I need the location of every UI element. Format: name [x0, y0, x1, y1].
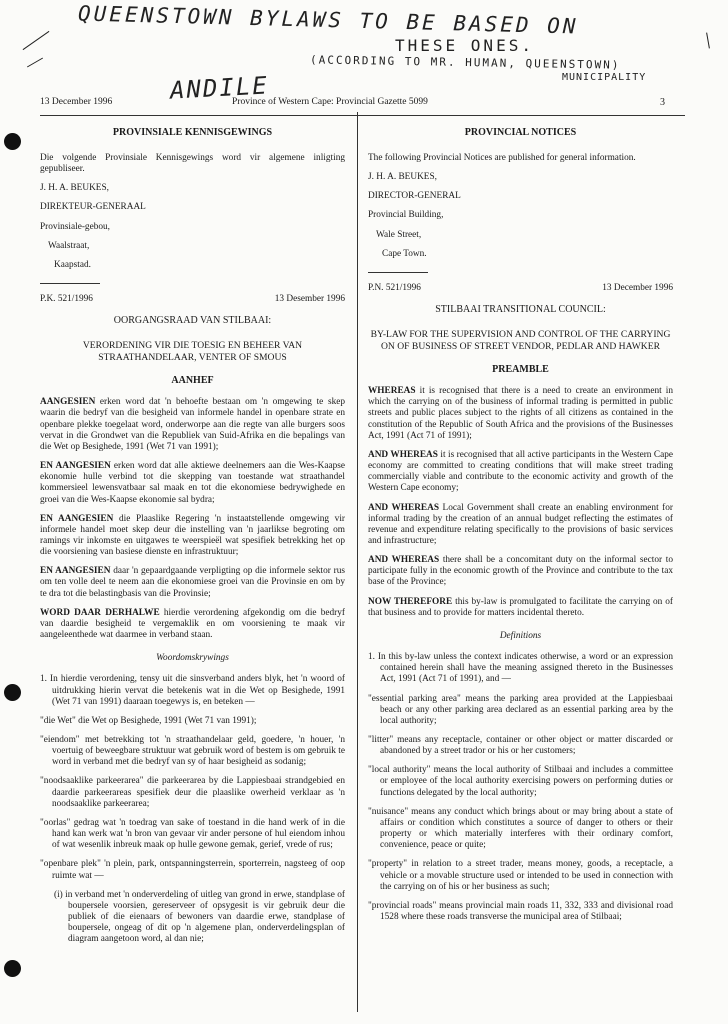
pen-stroke — [23, 31, 50, 50]
handwritten-note-line3: (ACCORDING TO MR. HUMAN, QUEENSTOWN) — [309, 53, 621, 72]
right-definitions-heading: Definitions — [499, 630, 542, 641]
punch-hole — [4, 960, 21, 977]
left-notice-date: 13 Desember 1996 — [274, 294, 345, 305]
handwritten-note-line2: THESE ONES. — [395, 36, 534, 55]
left-definition-4: "noodsaaklike parkeerarea" die parkeerarea by die Lappiesbaai strandgebied en daardie parkeerareas spesifiek deur die plaaslike owerheid verklaar as 'n noodsaaklike parkeerarea; — [40, 776, 345, 809]
right-intro: The following Provincial Notices are published for general information. — [368, 153, 636, 163]
left-definition-3: "eiendom" met betrekking tot 'n straathandelaar geld, goedere, 'n houer, 'n voertuig of beweegbare struktuur wat gebruik word of bestem is om gebruik te word in verband met die bedryf van sy of haar besigheid as sodanig; — [40, 735, 345, 768]
pen-stroke — [27, 58, 43, 68]
right-definition-1: 1. In this by-law unless the context indicates otherwise, a word or an expression contained herein shall have the meaning assigned thereto in the Businesses Act, 1991 (Act 71 of 1991), and — — [368, 652, 673, 685]
pen-stroke — [706, 33, 710, 49]
column-divider — [357, 112, 358, 1012]
left-preamble-5: WORD DAAR DERHALWE hierdie verordening afgekondig om die bedryf van daardie besigheid te vergemaklik en om voorsiening te maak vir aangeleenthede wat daarmee in verband staan. — [40, 607, 346, 641]
left-bylaw-title: VERORDENING VIR DIE TOESIG EN BEHEER VAN STRAATHANDELAAR, VENTER OF SMOUS — [82, 340, 303, 363]
left-definition-6: "openbare plek" 'n plein, park, ontspanningsterrein, sporterrein, nagsteeg of oop ruimte wat — — [40, 859, 345, 881]
right-preamble-5: NOW THEREFORE this by-law is promulgated to facilitate the carrying on of that business and to provide for matters incidental thereto. — [368, 596, 673, 618]
right-notice-number: P.N. 521/1996 — [368, 282, 421, 293]
left-preamble-4: EN AANGESIEN daar 'n gepaardgaande verpligting op die informele sektor rus om ten volle deel te neem aan die ekonomiese groei van die Provinsie en om by te dra tot die belastingbasis van die Provinsie; — [40, 566, 345, 599]
left-preamble-2: EN AANGESIEN erken word dat alle aktiewe deelnemers aan die Wes-Kaapse ekonomie hulle verbind tot die skepping van toestande wat straathandel kommersieel lewensvatbaar sal maak en tot die ekonomiese bedrywighede en groei van die Wes-Kaapse ekonomie sal bydra; — [40, 461, 345, 505]
left-short-rule — [40, 283, 100, 284]
punch-hole — [4, 133, 21, 150]
right-preamble-1: WHEREAS it is recognised that there is a need to create an environment in which the carrying on of the business of informal trading is permitted in public streets and public places subject to the rights of all citizens as contained in the constitution of the Republic of South Africa and the provisions of the Businesses Act, 1991 (Act 71 of 1991); — [368, 386, 673, 441]
left-definitions-heading: Woordomskrywings — [156, 653, 229, 664]
right-address-3: Cape Town. — [382, 248, 427, 259]
left-preamble-heading: AANHEF — [171, 375, 214, 387]
right-preamble-3: AND WHEREAS Local Government shall create an enabling environment for informal trading by the creation of an annual budget reflecting the estimates of revenue and expenditure relating specifically to the provisions of basic services and infrastructure; — [368, 502, 674, 546]
right-definition-2: "essential parking area" means the parking area provided at the Lappiesbaai beach or any other parking area declared as an essential parking area by the local authority; — [368, 693, 673, 726]
left-title: PROVINSIALE KENNISGEWINGS — [112, 127, 273, 138]
left-council: OORGANGSRAAD VAN STILBAAI: — [113, 315, 272, 327]
left-definition-7: (i) in verband met 'n onderverdeling of uitleg van grond in erwe, standplase of boupersele voorsien, gereserveer of opsygesit is vir gebruik deur die publiek of die eienaars of bewoners van daardie erwe, standplase of boupersele, ongeag of dit op 'n algemene plan, onderverdelingsplan of diagram aangetoon word, al dan nie; — [54, 889, 345, 945]
right-notice-date: 13 December 1996 — [602, 282, 673, 293]
left-preamble-1: AANGESIEN erken word dat 'n behoefte bestaan om 'n omgewing te skep waarin die bedryf van die besigheid van informele handel in openbare strate en openbare plekke toegelaat word, onderworpe aan die regte van alle burgers soos vervat in die Grondwet van die Republiek van Suid-Afrika en die bepalings van die Wet op Besighede, 1991 (Wet 71 van 1991); — [40, 397, 345, 452]
left-address-1: Provinsiale-gebou, — [40, 221, 110, 232]
left-address-2: Waalstraat, — [48, 240, 90, 251]
punch-hole — [4, 684, 21, 701]
right-definition-7: "provincial roads" means provincial main roads 11, 332, 333 and divisional road 1528 where these roads transverse the municipal area of Stilbaai; — [368, 900, 673, 923]
handwritten-note-line4: MUNICIPALITY — [562, 72, 647, 83]
right-definition-4: "local authority" means the local authority of Stilbaai and includes a committee or employee of the local authority exercising powers on performing duties or functions delegated by the local authority; — [368, 765, 673, 798]
right-definition-3: "litter" means any receptacle, container or other object or matter discarded or abandoned by a street trador or his or her customers; — [368, 735, 673, 757]
left-signatory-name: J. H. A. BEUKES, — [40, 183, 109, 194]
right-address-1: Provincial Building, — [368, 210, 444, 221]
page-number: 3 — [660, 97, 665, 108]
right-title: PROVINCIAL NOTICES — [464, 127, 577, 138]
right-notice-row — [368, 283, 673, 294]
left-preamble-3: EN AANGESIEN die Plaaslike Regering 'n instaatstellende omgewing vir informele handel moet skep deur die instelling van 'n jaarlikse begroting om ramings vir inkomste en uitgawes te weerspieël wat spesifiek betrekking het op die voorsiening van basiese dienste en infrastruktuur; — [40, 513, 345, 558]
header-rule — [40, 115, 685, 116]
left-address-3: Kaapstad. — [54, 259, 91, 270]
right-preamble-2: AND WHEREAS it is recognised that all active participants in the Western Cape economy are committed to creating conditions that will make street trading commercially viable and contribute to the economic activity and growth of the Western Cape economy; — [368, 449, 673, 494]
left-column — [40, 122, 345, 954]
right-preamble-4: AND WHEREAS there shall be a concomitant duty on the informal sector to participate fully in the economic growth of the Province and contribute to the tax base of the Province; — [368, 555, 674, 588]
handwritten-note-line1: QUEENSTOWN BYLAWS TO BE BASED ON — [77, 1, 579, 39]
right-bylaw-title: BY-LAW FOR THE SUPERVISION AND CONTROL OF THE CARRYING ON OF BUSINESS OF STREET VENDOR, PEDLAR AND HAWKER — [370, 329, 671, 352]
right-preamble-heading: PREAMBLE — [492, 364, 549, 376]
handwritten-signature: ANDILE — [169, 71, 270, 105]
left-definition-5: "oorlas" gedrag wat 'n toedrag van sake of toestand in die hand werk of in die hand kan werk wat 'n bron van gevaar vir ander persone of hul eiendom inhou of wat wesenlik inbreuk maak op hulle gewone gemak, gerief, vrede of rus; — [40, 817, 345, 851]
left-definition-2: "die Wet" die Wet op Besighede, 1991 (Wet 71 van 1991); — [40, 715, 257, 726]
left-definition-1: 1. In hierdie verordening, tensy uit die sinsverband anders blyk, het 'n woord of uitdrukking hierin vervat die betekenis wat in die Wet op Besighede, 1991 (Wet 71 van 1991) daaraan toegewys is, en beteken — — [40, 674, 345, 707]
right-short-rule — [368, 272, 428, 273]
right-signatory-name: J. H. A. BEUKES, — [368, 172, 437, 183]
right-definition-5: "nuisance" means any conduct which brings about or may bring about a state of affairs or condition which constitutes a source of danger to others or their property or which materially interferes with their ordinary comfort, convenience, peace or quite; — [368, 806, 673, 851]
right-column — [368, 122, 673, 931]
left-notice-number: P.K. 521/1996 — [40, 294, 93, 305]
left-intro: Die volgende Provinsiale Kennisgewings word vir algemene inligting gepubliseer. — [40, 153, 345, 175]
left-notice-row — [40, 294, 345, 305]
header-date: 13 December 1996 — [40, 97, 113, 107]
left-signatory-role: DIREKTEUR-GENERAAL — [40, 202, 146, 213]
right-address-2: Wale Street, — [376, 229, 422, 240]
right-signatory-role: DIRECTOR-GENERAL — [368, 191, 461, 202]
right-council: STILBAAI TRANSITIONAL COUNCIL: — [435, 304, 606, 316]
header-gazette: Province of Western Cape: Provincial Gazette 5099 — [232, 97, 428, 107]
right-definition-6: "property" in relation to a street trader, means money, goods, a receptacle, a vehicle or a movable structure used or intended to be used in connection with the carrying on of his or her business as such; — [368, 859, 673, 892]
